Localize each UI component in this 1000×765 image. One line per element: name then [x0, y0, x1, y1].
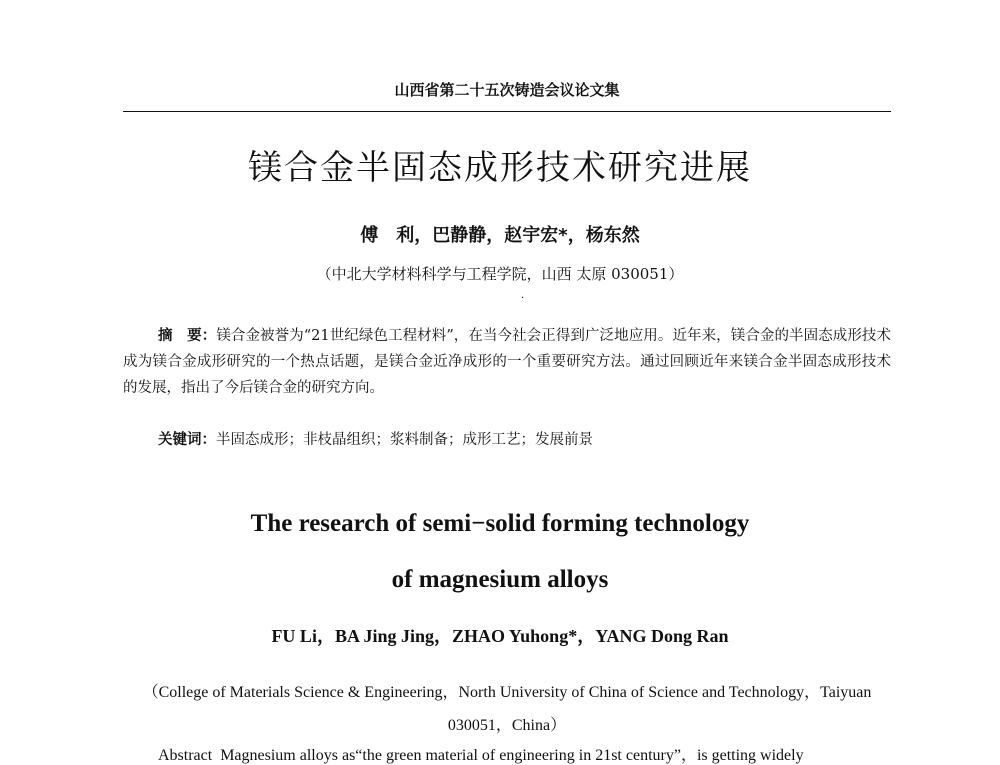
marker-dot: · [521, 293, 525, 304]
authors-cn: 傅 利，巴静静，赵宇宏*，杨东然 [360, 225, 640, 246]
abstract-cn-text: 镁合金被誉为“21世纪绿色工程材料”，在当今社会正得到广泛地应用。近年来，镁合金的半固态成形技术成为镁合金成形研究的一个热点话题，是镁合金近净成形的一个重要研究方法。通过回顾近年来镁合金半固态成形技术的发展，指出了今后镁合金的研究方向。 [123, 328, 892, 396]
affiliation-cn: （中北大学材料科学与工程学院，山西 太原 030051） [316, 265, 684, 283]
header-rule [123, 111, 891, 112]
proceedings-header: 山西省第二十五次铸造会议论文集 [394, 81, 620, 99]
paper-title-en-line1: The research of semi−solid forming technology [250, 510, 750, 537]
abstract-en-label: Abstract [158, 747, 213, 764]
paper-title-cn: 镁合金半固态成形技术研究进展 [248, 148, 752, 188]
abstract-en [123, 742, 891, 765]
affiliation-en: （College of Materials Science & Engineering，North University of China of Science and Technology，Taiyuan 030051，China） [142, 684, 872, 734]
abstract-cn [123, 323, 891, 401]
keywords-cn-label: 关键词： [158, 432, 216, 448]
authors-en: FU Li，BA Jing Jing，ZHAO Yuhong*，YANG Dong Ran [271, 626, 729, 646]
paper-title-en-line2: of magnesium alloys [391, 566, 609, 593]
abstract-cn-label: 摘 要： [158, 328, 217, 344]
keywords-cn-text: 半固态成形；非枝晶组织；浆料制备；成形工艺；发展前景 [216, 432, 593, 448]
keywords-cn [123, 427, 891, 453]
abstract-en-text: Magnesium alloys as“the green material of engineering in 21st century”，is getting widely [220, 747, 804, 764]
